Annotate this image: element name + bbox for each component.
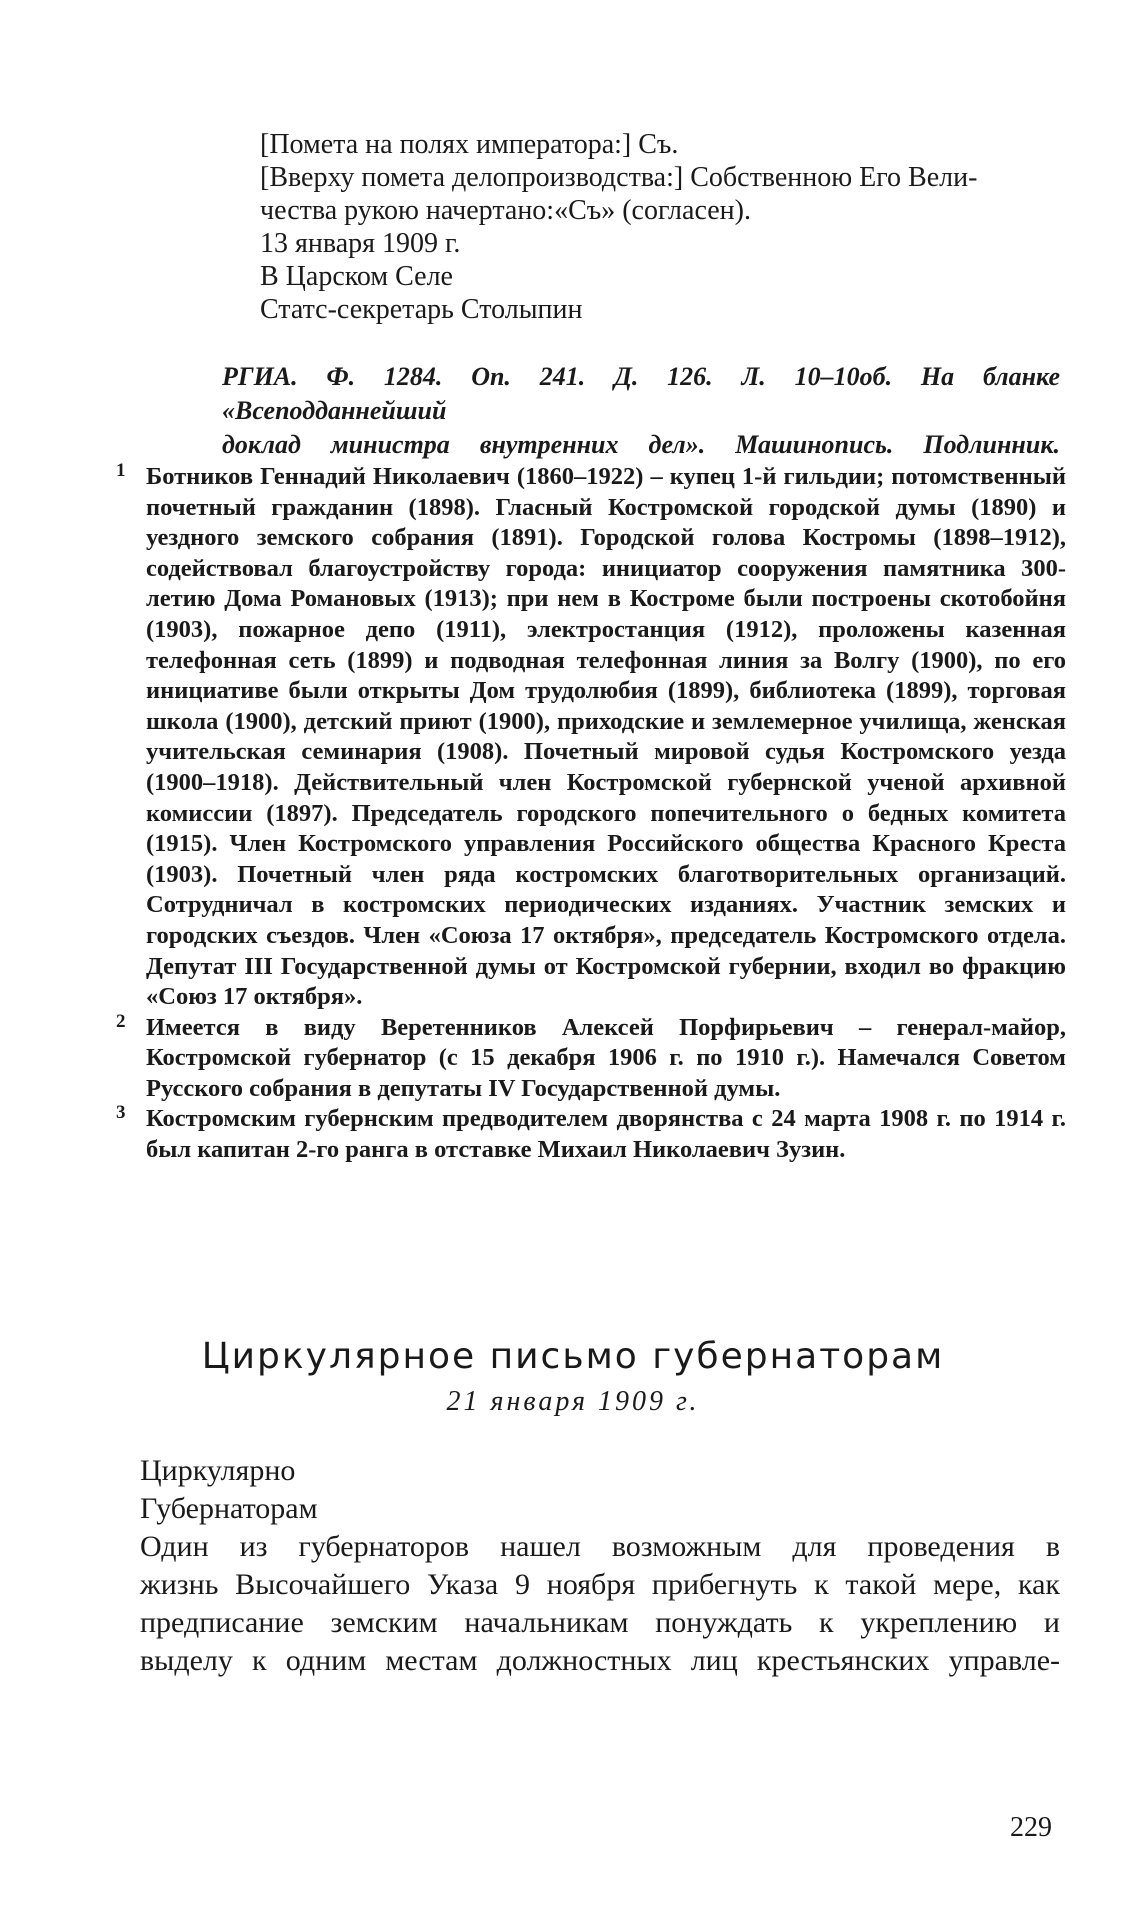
document-date: 13 января 1909 г. [260, 228, 461, 259]
footnote-mark: 1 [116, 460, 126, 481]
footnote-text: Костромским губернским предводителем дворянства с 24 марта 1908 г. по 1914 г. был капитан 2-го ранга в отставке Михаил Николаевич Зузин. [146, 1105, 1066, 1164]
section-date: 21 января 1909 г. [446, 1386, 700, 1417]
paragraph-line: предписание земским начальникам понуждать к укреплению и [140, 1606, 1060, 1639]
footnote-person-name: Веретенников [380, 1013, 537, 1041]
footnote-text: Алексей Порфирьевич – генерал-майор, Костромской губернатор (с 15 декабря 1906 г. по 1910 г.). Намечался Советом Русского собрания в депутаты IV Государственной думы. [146, 1013, 1066, 1102]
archive-source [222, 360, 1060, 462]
page-number: 229 [1010, 1812, 1052, 1843]
document-place: В Царском Селе [260, 261, 453, 292]
footnote-mark: 3 [116, 1102, 126, 1124]
footnote-mark: 2 [116, 1010, 126, 1032]
paragraph-line: Один из губернаторов нашел возможным для проведения в [140, 1530, 1060, 1563]
footnote-3 [110, 1104, 1066, 1165]
footnote-text: Геннадий Николаевич (1860–1922) – купец 1-й гильдии; потомственный почетный гражданин (1898). Гласный Костромской городской думы (1890) и уездного земского собрания (1891). Городской голова Костромы (1898–1912), содействовал благоустройству города: инициатор сооружения памятника 300-летию Дома Романовых (1913); при нем в Костроме были построены скотобойня (1903), пожарное депо (1911), электростанция (1912), проложены казенная телефонная сеть (1899) и подводная телефонная линия за Волгу (1900), по его инициативе были открыты Дом трудолюбия (1899), библиотека (1899), торговая школа (1900), детский приют (1900), приходские и землемерное училища, женская учительская семинария (1908). Почетный мировой судья Костромского уезда (1900–1918). Действительный член Костромской губернской ученой архивной комиссии (1897). Председатель городского попечительного о бедных комитета (1915). Член Костромского управления Российского общества Красного Креста (1903). Почетный член ряда костромских благотворительных организаций. Сотрудничал в костромских периодических изданиях. Участник земских и городских съездов. Член «Союза 17 октября», председатель Костромского отдела. Депутат III Государственной думы от Костромской губернии, входил во фракцию «Союз 17 октября». [146, 463, 1066, 1011]
office-note-line-2: чества рукою начертано:«Съ» (согласен). [260, 195, 751, 226]
footnote-1 [110, 462, 1066, 1013]
section-title: Циркулярное письмо губернаторам [201, 1336, 945, 1377]
footnotes [110, 462, 1066, 1166]
emperor-note: [Помета на полях императора:] Съ. [260, 129, 679, 160]
paragraph-line: жизнь Высочайшего Указа 9 ноября прибегнуть к такой мере, как [140, 1568, 1060, 1601]
office-note-line-1: [Вверху помета делопроизводства:] Собственною Его Вели- [260, 162, 978, 193]
footnote-prefix: Имеется в виду [146, 1013, 381, 1041]
paragraph-line: выделу к одним местам должностных лиц крестьянских управле- [140, 1644, 1060, 1677]
letter-body [140, 1452, 1060, 1680]
footnote-2 [110, 1010, 1066, 1105]
footnote-person-name: Ботников [146, 463, 254, 490]
source-line-1: РГИА. Ф. 1284. Оп. 241. Д. 126. Л. 10–10об. На бланке «Всеподданнейший [222, 362, 1060, 425]
document-signature: Статс-секретарь Столыпин [260, 294, 583, 325]
document-ending [260, 128, 1060, 326]
source-line-2: доклад министра внутренних дел». Машинопись. Подлинник. [222, 430, 1060, 459]
letter-heading-1: Циркулярно [140, 1454, 296, 1487]
letter-paragraph [140, 1528, 1060, 1680]
letter-heading-2: Губернаторам [140, 1492, 318, 1525]
